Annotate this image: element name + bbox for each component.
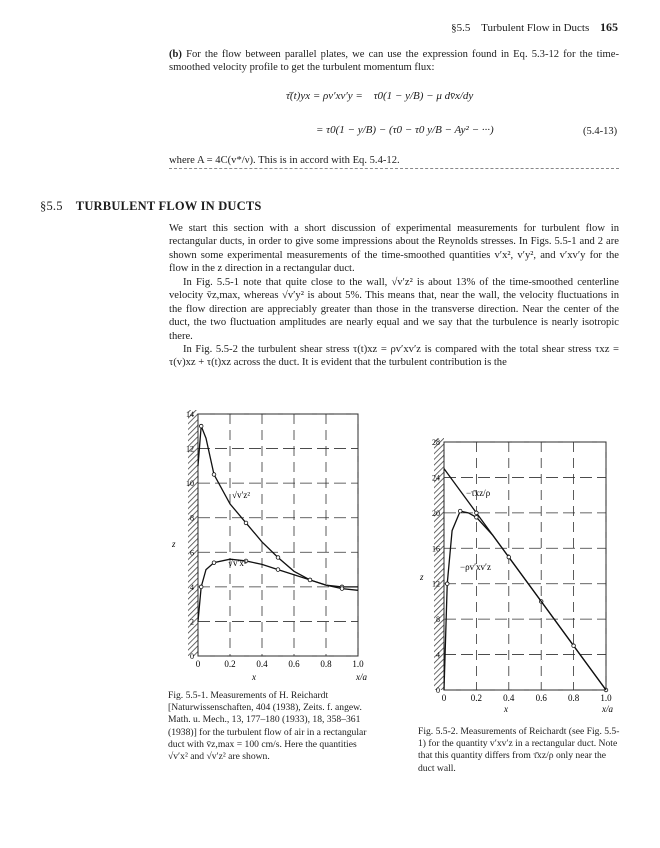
y-tick-label: 12 <box>186 444 194 454</box>
figure-5-5-1 <box>164 402 384 686</box>
y-tick-label: 0 <box>436 686 440 695</box>
page-number: 165 <box>600 20 618 34</box>
y-axis-label: z <box>172 539 176 549</box>
paragraph-2: In Fig. 5.5-1 note that quite close to the wall, √v′z² is about 13% of the time-smoothed centerline velocity v̄z,max, whereas √v′y² is about 5%. This means that, near the wall, the velocity fluctuations in the flow direction are appreciably greater than those in the transverse direction. Near the center of the duct, the two fluctuation amplitudes are nearly equal and we say that the turbulence is nearly isotropic there. <box>169 277 619 342</box>
data-point <box>244 521 248 525</box>
curve-label-turbulent-stress: −ρv′xv′z <box>460 562 491 572</box>
x-axis-symbol: x/a <box>602 704 613 714</box>
y-tick-label: 8 <box>190 513 194 523</box>
paragraph-1: We start this section with a short discussion of experimental measurements for turbulent flow in rectangular ducts, in order to give some impressions about the Reynolds stresses. In Figs. 5.5-1 and 2 are shown some experimental measurements of the time-smoothed quantities v′x², v′y², and v′xv′y for the flow in the z direction in a rectangular duct. <box>169 223 619 275</box>
data-point <box>340 587 344 591</box>
x-tick-label: 0 <box>441 693 447 703</box>
data-point <box>475 515 479 519</box>
figure-1-caption: Fig. 5.5-1. Measurements of H. Reichardt [Naturwissenschaften, 404 (1938), Zeits. f. angew. Math. u. Mech., 13, 177–180 (1933), 18, 358–361 (1938)] for the turbulent flow of air in a rectangular duct with v̄z,max = 100 cm/s. Here the quantities √v′x² and √v′z² are shown. <box>168 690 367 763</box>
y-tick-label: 8 <box>436 615 440 625</box>
section-heading <box>40 199 262 214</box>
x-tick-label: 0 <box>195 659 201 669</box>
x-axis-label: x <box>504 704 508 714</box>
x-tick-label: 0.6 <box>288 659 300 669</box>
y-tick-label: 0 <box>190 652 194 661</box>
where-text: where A = 4C(v*/ν). This is in accord with Eq. 5.4-12. <box>169 155 400 166</box>
part-b-paragraph <box>169 48 619 75</box>
y-tick-label: 4 <box>190 582 194 592</box>
data-point <box>276 568 280 572</box>
equation-rhs: τ0(1 − y/B) − μ dv̄x/dy <box>373 90 474 102</box>
running-header <box>418 20 618 35</box>
x-tick-label: 1.0 <box>352 659 364 669</box>
data-point <box>507 555 511 559</box>
y-tick-label: 28 <box>432 438 440 447</box>
data-point <box>199 424 203 428</box>
x-tick-label: 0.6 <box>535 693 547 703</box>
y-tick-label: 4 <box>436 650 440 660</box>
paragraph-3: In Fig. 5.5-2 the turbulent shear stress τ(t)xz = ρv′xv′z is compared with the total shear stress τxz = τ(v)xz + τ(t)xz across the duct. It is evident that the turbulent contribution is the <box>169 344 619 369</box>
x-tick-label: 0.8 <box>320 659 332 669</box>
equation-lhs: τ̄(t)yx = ρv′xv′y = <box>286 90 363 102</box>
data-point <box>212 561 216 565</box>
data-point <box>212 473 216 477</box>
y-tick-label: 10 <box>186 479 194 489</box>
section-title: TURBULENT FLOW IN DUCTS <box>75 199 262 213</box>
x-axis-label: x <box>252 672 256 682</box>
x-tick-label: 0.2 <box>470 693 483 703</box>
section-number: §5.5 <box>40 199 63 213</box>
y-tick-label: 14 <box>186 410 194 419</box>
equation-line-1 <box>286 90 473 102</box>
x-tick-label: 0.4 <box>256 659 268 669</box>
data-point <box>308 578 312 582</box>
header-section: §5.5 <box>451 22 471 34</box>
figure-2-caption: Fig. 5.5-2. Measurements of Reichardt (see Fig. 5.5-1) for the quantity v′xv′z in a rectangular duct. Note that this quantity differs from τ̄xz/ρ only near the duct wall. <box>418 726 620 774</box>
divider <box>169 168 619 170</box>
plot-frame <box>198 414 358 656</box>
y-axis-label: z <box>420 572 424 582</box>
curve-label-vx: √v′x² <box>228 558 247 568</box>
x-tick-label: 0.2 <box>224 659 236 669</box>
y-tick-label: 2 <box>190 617 194 627</box>
equation-number: (5.4-13) <box>583 126 618 137</box>
data-point <box>276 556 280 560</box>
equation-line-2: = τ0(1 − y/B) − (τ0 − τ0 y/B − Ay² − ···) <box>316 124 494 136</box>
data-point <box>458 509 462 513</box>
part-b-text: For the flow between parallel plates, we can use the expression found in Eq. 5.3-12 for the time-smoothed velocity profile to get the turbulent momentum flux: <box>169 49 620 74</box>
data-point <box>572 644 576 648</box>
x-axis-symbol: x/a <box>356 672 367 682</box>
data-point <box>445 582 449 586</box>
y-tick-label: 12 <box>432 579 440 589</box>
curve-label-vz: √v′z² <box>232 490 251 500</box>
x-tick-label: 0.4 <box>503 693 515 703</box>
x-tick-label: 1.0 <box>600 693 612 703</box>
y-tick-label: 20 <box>432 508 440 518</box>
data-point <box>199 585 203 589</box>
part-b-label: (b) <box>169 49 182 60</box>
figure-5-5-2 <box>412 430 630 718</box>
curve-label-total-stress: −τ̄xz/ρ <box>466 488 491 498</box>
data-point <box>475 511 479 515</box>
x-tick-label: 0.8 <box>567 693 580 703</box>
y-tick-label: 6 <box>190 548 194 558</box>
y-tick-label: 16 <box>432 544 440 554</box>
series-line-1 <box>198 426 358 587</box>
header-title: Turbulent Flow in Ducts <box>481 22 590 34</box>
y-tick-label: 24 <box>432 473 440 483</box>
series-line-2 <box>444 511 606 690</box>
